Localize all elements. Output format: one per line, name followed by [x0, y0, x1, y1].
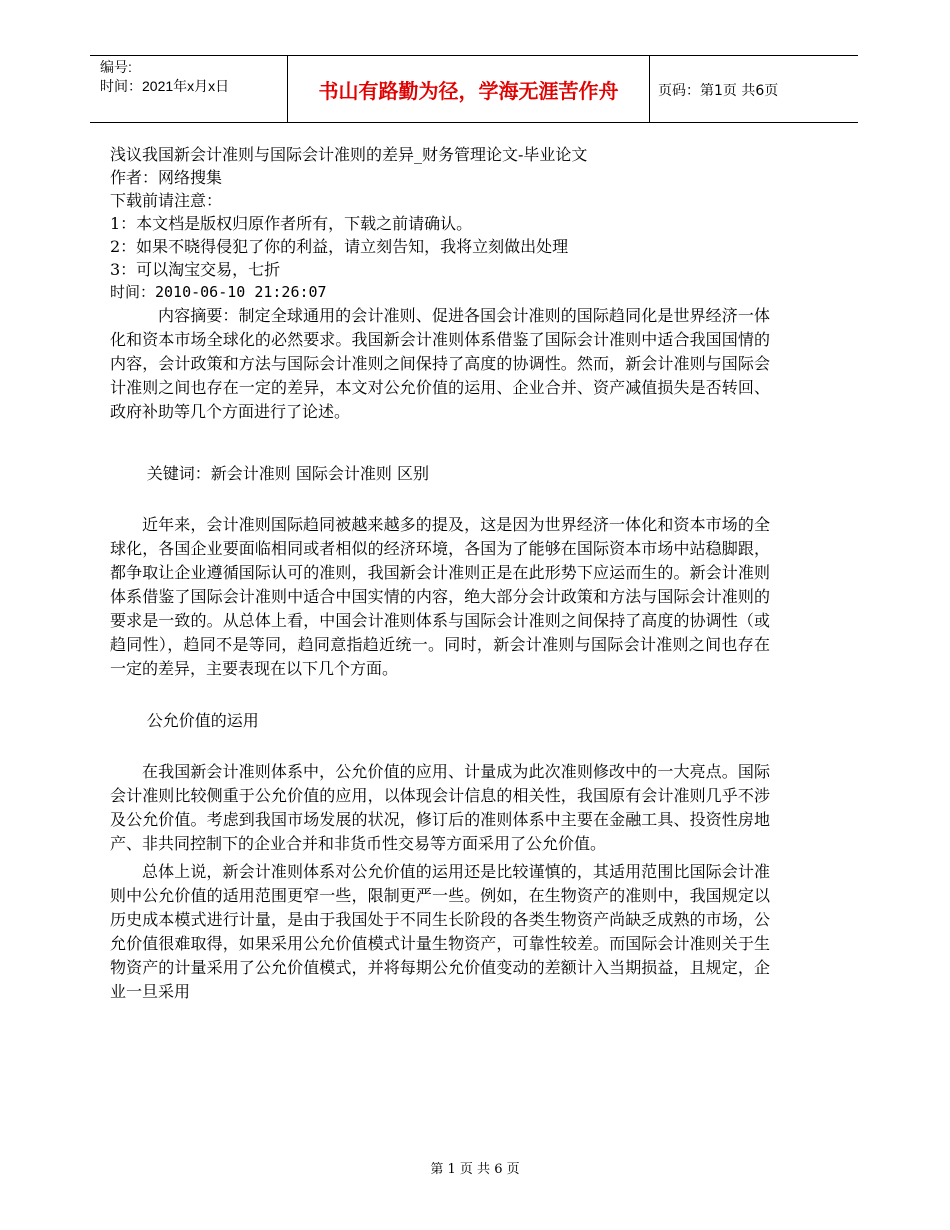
body-paragraph-2: 总体上说，新会计准则体系对公允价值的运用还是比较谨慎的，其适用范围比国际会计准则中公允价值的适用范围更窄一些，限制更严一些。例如，在生物资产的准则中，我国规定以历史成本模式进行计量，是由于我国处于不同生长阶段的各类生物资产尚缺乏成熟的市场，公允价值很难取得，如果采用公允价值模式计量生物资产，可靠性较差。而国际会计准则关于生物资产的计量采用了公允价值模式，并将每期公允价值变动的差额计入当期损益，且规定，企业一旦采用 [110, 862, 770, 1001]
abstract-paragraph: 内容摘要：制定全球通用的会计准则、促进各国会计准则的国际趋同化是世界经济一体化和资本市场全球化的必然要求。我国新会计准则体系借鉴了国际会计准则中适合我国国情的内容，会计政策和方法与国际会计准则之间保持了高度的协调性。然而，新会计准则与国际会计准则之间也存在一定的差异，本文对公允价值的运用、企业合并、资产减值损失是否转回、政府补助等几个方面进行了论述。 [110, 306, 770, 421]
notice-item-1: 1：本文档是版权归原作者所有，下载之前请确认。 [110, 214, 473, 233]
intro-paragraph: 近年来，会计准则国际趋同被越来越多的提及，这是因为世界经济一体化和资本市场的全球化，各国企业要面临相同或者相似的经济环境，各国为了能够在国际资本市场中站稳脚跟，都争取让企业遵循国际认可的准则，我国新会计准则正是在此形势下应运而生的。新会计准则体系借鉴了国际会计准则中适合中国实情的内容，绝大部分会计政策和方法与国际会计准则的要求是一致的。从总体上看，中国会计准则体系与国际会计准则之间保持了高度的协调性（或趋同性），趋同不是等同，趋同意指趋近统一。同时，新会计准则与国际会计准则之间也存在一定的差异，主要表现在以下几个方面。 [110, 515, 770, 678]
header-number-label: 编号: [100, 59, 132, 75]
doc-author: 作者：网络搜集 [110, 168, 223, 187]
header-meta [100, 58, 229, 96]
page-footer: 第 1 页 共 6 页 [430, 1162, 520, 1177]
header-time-label: 时间：2021年x月x日 [100, 78, 230, 94]
section-title: 公允价值的运用 [146, 711, 259, 730]
document-body [110, 143, 770, 1004]
notice-item-3: 3：可以淘宝交易，七折 [110, 260, 281, 279]
header-motto: 书山有路勤为径，学海无涯苦作舟 [287, 56, 650, 122]
body-paragraph-1: 在我国新会计准则体系中，公允价值的应用、计量成为此次准则修改中的一大亮点。国际会计准则比较侧重于公允价值的应用，以体现会计信息的相关性，我国原有会计准则几乎不涉及公允价值。考虑到我国市场发展的状况，修订后的准则体系中主要在金融工具、投资性房地产、非共同控制下的企业合并和非货币性交易等方面采用了公允价值。 [110, 762, 770, 853]
keywords-line: 关键词：新会计准则 国际会计准则 区别 [146, 464, 429, 483]
doc-title: 浅议我国新会计准则与国际会计准则的差异_财务管理论文-毕业论文 [110, 145, 588, 164]
notice-item-2: 2：如果不晓得侵犯了你的利益，请立刻告知，我将立刻做出处理 [110, 237, 569, 256]
notice-title: 下载前请注意： [110, 191, 223, 210]
doc-time: 时间：2010-06-10 21:26:07 [110, 283, 327, 301]
page-header [90, 55, 858, 123]
header-page-info: 页码：第1页 共6页 [658, 83, 779, 99]
